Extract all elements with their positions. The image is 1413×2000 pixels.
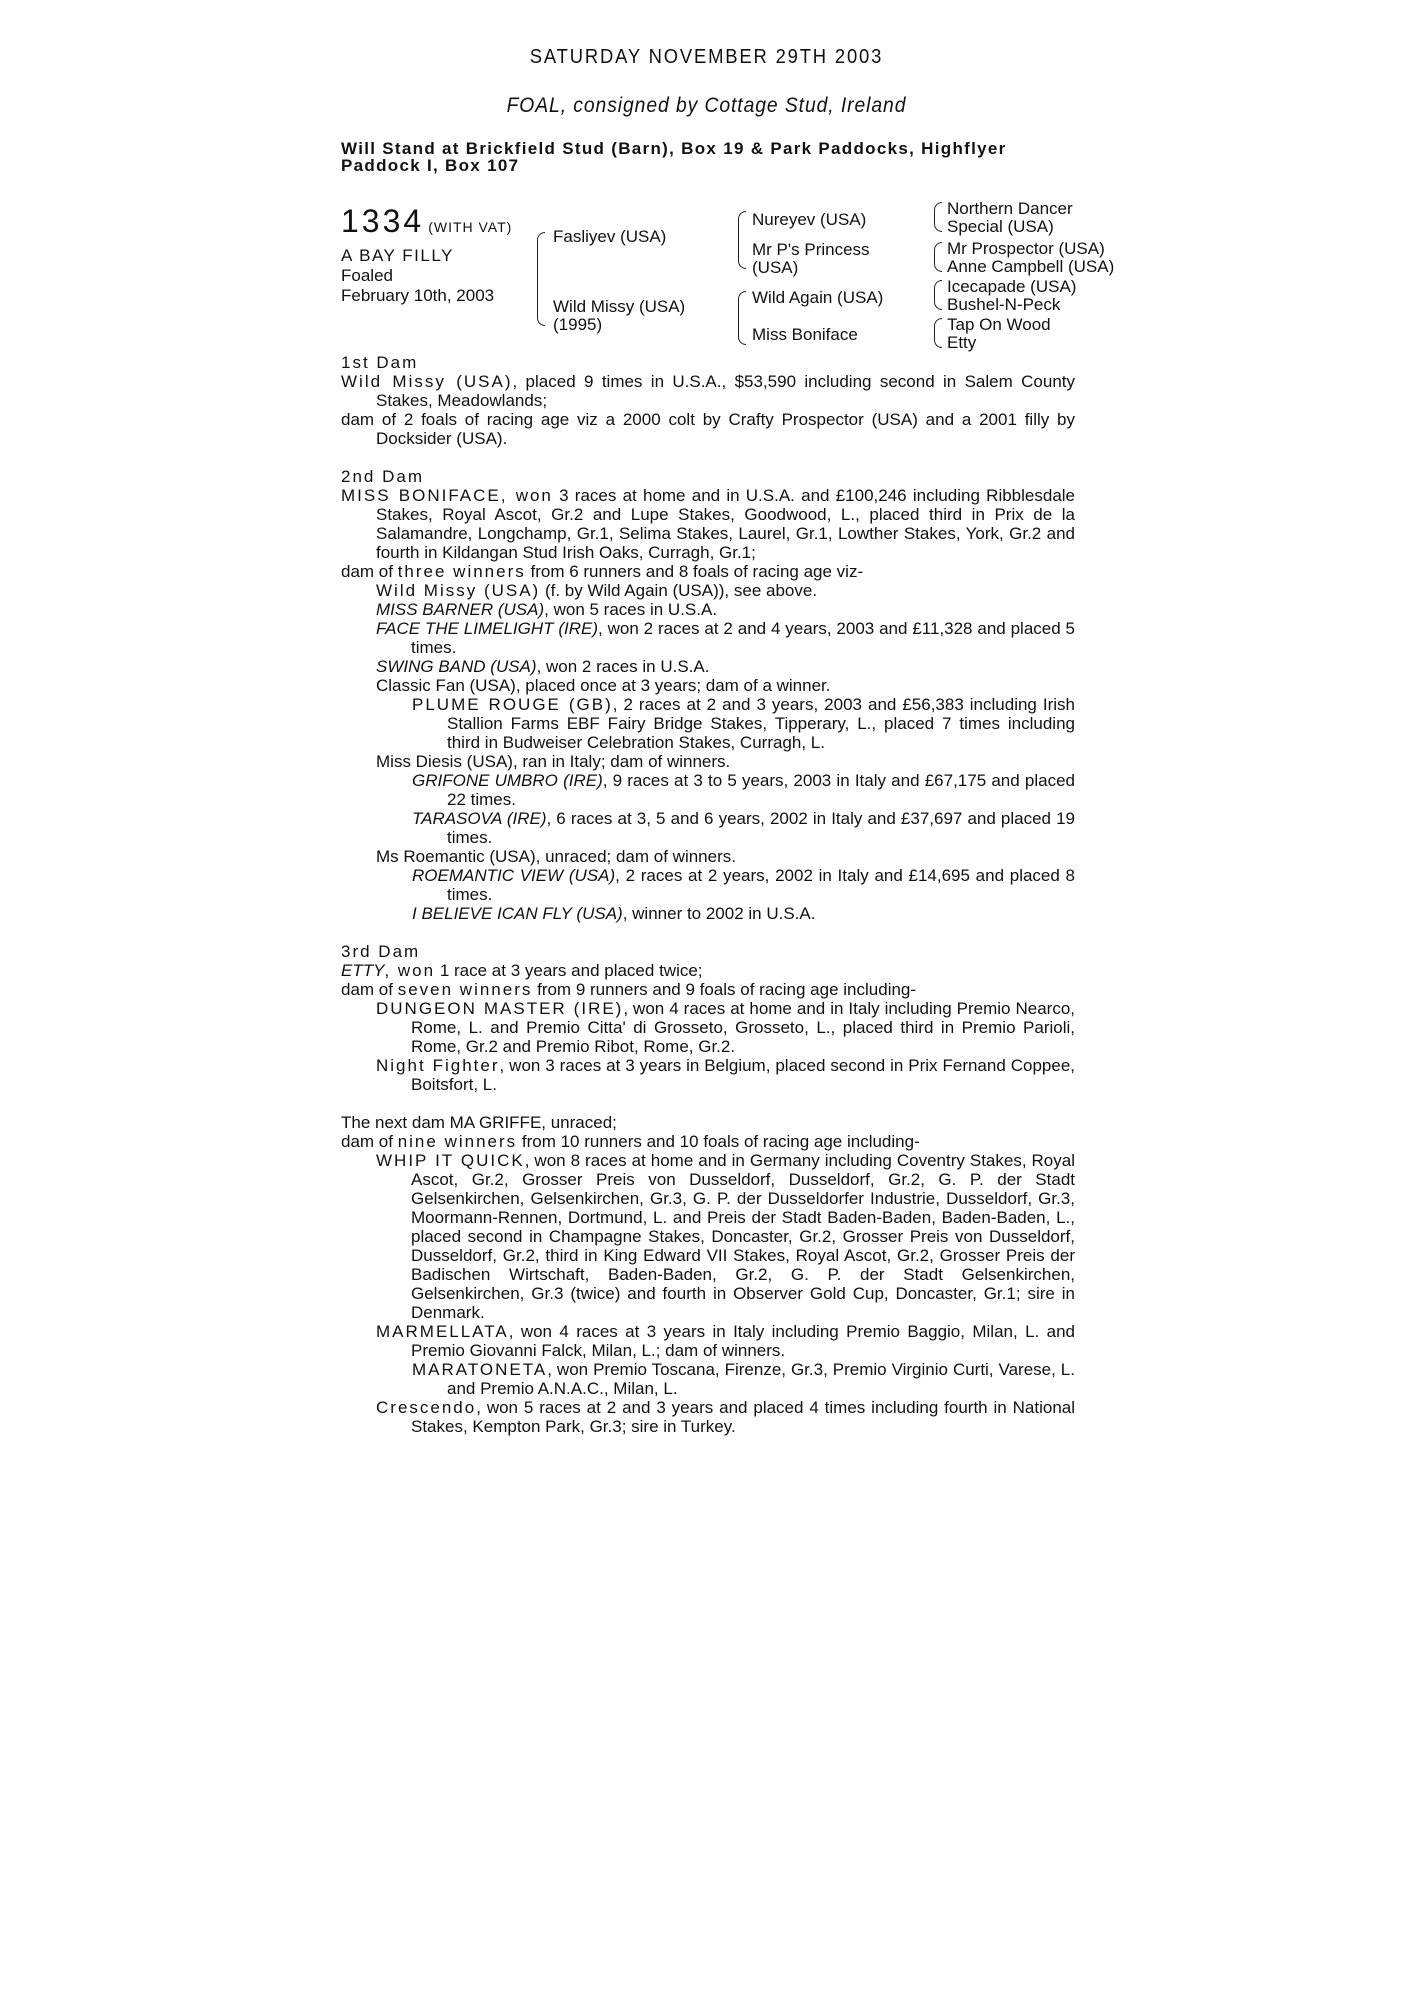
grand-produce-entry: I BELIEVE ICAN FLY (USA), winner to 2002 in U.S.A. bbox=[412, 904, 816, 923]
first-dam-heading: 1st Dam bbox=[341, 353, 419, 372]
sire-line-brace bbox=[738, 211, 746, 269]
second-dam-name: MISS BONIFACE bbox=[341, 486, 501, 505]
produce-entry: FACE THE LIMELIGHT (IRE), won 2 races at 2 and 4 years, 2003 and £11,328 and placed 5 times. bbox=[376, 619, 1075, 657]
pedigree-dam-dam: Miss Boniface bbox=[752, 325, 858, 344]
pedigree-g1: Northern Dancer bbox=[947, 199, 1073, 218]
pedigree-dam: Wild Missy (USA) bbox=[553, 297, 686, 316]
pedigree-g7: Tap On Wood bbox=[947, 315, 1051, 334]
dam-line-brace bbox=[738, 291, 746, 345]
pedigree-g5: Icecapade (USA) bbox=[947, 277, 1077, 296]
grandsire-brace-3 bbox=[934, 280, 942, 310]
produce-entry: Night Fighter, won 3 races at 3 years in Belgium, placed second in Prix Fernand Coppee, Boitsfort, L. bbox=[376, 1056, 1075, 1094]
pedigree-sire-dam-country: (USA) bbox=[752, 258, 799, 277]
pedigree-g4: Anne Campbell (USA) bbox=[947, 257, 1115, 276]
pedigree-dam-sire: Wild Again (USA) bbox=[752, 288, 884, 307]
second-dam-produce-summary: dam of three winners from 6 runners and 8 foals of racing age viz- bbox=[341, 562, 864, 581]
grand-produce-entry: TARASOVA (IRE), 6 races at 3, 5 and 6 years, 2002 in Italy and £37,697 and placed 19 times. bbox=[412, 809, 1075, 847]
pedigree-dam-year: (1995) bbox=[553, 315, 603, 334]
consignment-line: FOAL, consigned by Cottage Stud, Ireland bbox=[506, 94, 907, 117]
grandsire-brace-1 bbox=[934, 202, 942, 232]
foaled-label: Foaled bbox=[341, 266, 393, 285]
second-dam-heading: 2nd Dam bbox=[341, 467, 424, 486]
foaled-date: February 10th, 2003 bbox=[341, 285, 495, 305]
third-dam-heading: 3rd Dam bbox=[341, 942, 421, 961]
lot-number: 1334 bbox=[341, 203, 425, 239]
horse-description: A BAY FILLY bbox=[341, 246, 454, 265]
produce-entry: SWING BAND (USA), won 2 races in U.S.A. bbox=[376, 657, 710, 676]
produce-entry: Crescendo, won 5 races at 2 and 3 years and placed 4 times including fourth in National Stakes, Kempton Park, Gr.3; sire in Turkey. bbox=[376, 1398, 1075, 1436]
pedigree-g2: Special (USA) bbox=[947, 217, 1054, 236]
produce-entry: DUNGEON MASTER (IRE), won 4 races at home and in Italy including Premio Nearco, Rome, L. and Premio Citta' di Grosseto, Grosseto, L., placed third in Premio Parioli, Rome, Gr.2 and Premio Ribot, Rome, Gr.2. bbox=[376, 999, 1076, 1056]
produce-entry: MARMELLATA, won 4 races at 3 years in Italy including Premio Baggio, Milan, L. and Premio Giovanni Falck, Milan, L.; dam of winners. bbox=[376, 1322, 1075, 1360]
first-dam-produce: dam of 2 foals of racing age viz a 2000 colt by Crafty Prospector (USA) and a 2001 filly by Docksider (USA). bbox=[341, 410, 1075, 448]
lot-number-line bbox=[341, 203, 512, 240]
produce-entry: Classic Fan (USA), placed once at 3 years; dam of a winner. bbox=[376, 676, 831, 695]
pedigree-g3: Mr Prospector (USA) bbox=[947, 239, 1105, 258]
next-dam-produce-summary: dam of nine winners from 10 runners and 10 foals of racing age including- bbox=[341, 1132, 920, 1151]
grand-produce-entry: MARATONETA, won Premio Toscana, Firenze, Gr.3, Premio Virginio Curti, Varese, L. and Premio A.N.A.C., Milan, L. bbox=[412, 1360, 1075, 1398]
produce-entry: Miss Diesis (USA), ran in Italy; dam of winners. bbox=[376, 752, 731, 771]
third-dam-record: ETTY, won 1 race at 3 years and placed twice; bbox=[341, 961, 703, 980]
produce-entry: WHIP IT QUICK, won 8 races at home and in Germany including Coventry Stakes, Royal Ascot, Gr.2, Grosser Preis von Dusseldorf, Dusseldorf, Gr.2, G. P. der Stadt Gelsenkirchen, Gelsenkirchen, Gr.3, G. P. der Dusseldorfer Industrie, Dusseldorf, Gr.3, Moormann-Rennen, Dortmund, L. and Preis der Stadt Baden-Baden, Baden-Baden, L., placed second in Champagne Stakes, Doncaster, Gr.2, Grosser Preis von Dusseldorf, Dusseldorf, Gr.2, third in King Edward VII Stakes, Royal Ascot, Gr.2, Grosser Preis der Badischen Wirtschaft, Baden-Baden, Gr.2, G. P. der Stadt Gelsenkirchen, Gelsenkirchen, Gr.3 (twice) and fourth in Observer Gold Cup, Doncaster, Gr.1; sire in Denmark. bbox=[376, 1151, 1075, 1322]
third-dam-name: ETTY bbox=[341, 961, 385, 980]
next-dam-record: The next dam MA GRIFFE, unraced; bbox=[341, 1113, 617, 1132]
produce-entry: Ms Roemantic (USA), unraced; dam of winners. bbox=[376, 847, 736, 866]
second-dam-record: MISS BONIFACE, won 3 races at home and in U.S.A. and £100,246 including Ribblesdale Stakes, Royal Ascot, Gr.2 and Lupe Stakes, Goodwood, L., placed third in Prix de la Salamandre, Longchamp, Gr.1, Selima Stakes, Laurel, Gr.1, Lowther Stakes, York, Gr.2 and fourth in Kildangan Stud Irish Oaks, Curragh, Gr.1; bbox=[341, 486, 1075, 562]
grandsire-brace-2 bbox=[934, 242, 942, 272]
grandsire-brace-4 bbox=[934, 318, 942, 348]
pedigree-sire: Fasliyev (USA) bbox=[553, 227, 667, 246]
grand-produce-entry: PLUME ROUGE (GB), 2 races at 2 and 3 years, 2003 and £56,383 including Irish Stallion Farms EBF Fairy Bridge Stakes, Tipperary, L., placed 7 times including third in Budweiser Celebration Stakes, Curragh, L. bbox=[412, 695, 1075, 752]
pedigree-sire-dam: Mr P's Princess bbox=[752, 240, 870, 259]
produce-entry: Wild Missy (USA) (f. by Wild Again (USA)), see above. bbox=[376, 581, 818, 600]
pedigree-sire-sire: Nureyev (USA) bbox=[752, 210, 867, 229]
sire-dam-brace bbox=[537, 232, 545, 326]
sale-date: SATURDAY NOVEMBER 29TH 2003 bbox=[529, 46, 884, 68]
family-section bbox=[341, 353, 1075, 1436]
third-dam-produce-summary: dam of seven winners from 9 runners and 9 foals of racing age including- bbox=[341, 980, 917, 999]
first-dam-record bbox=[341, 372, 1075, 410]
dam-name: Wild Missy (USA) bbox=[341, 372, 513, 391]
grand-produce-entry: ROEMANTIC VIEW (USA), 2 races at 2 years, 2002 in Italy and £14,695 and placed 8 times. bbox=[412, 866, 1076, 904]
stabling-location: Will Stand at Brickfield Stud (Barn), Box 19 & Park Paddocks, Highflyer Paddock I, Box 107 bbox=[341, 139, 1007, 175]
produce-entry: MISS BARNER (USA), won 5 races in U.S.A. bbox=[376, 600, 718, 619]
grand-produce-entry: GRIFONE UMBRO (IRE), 9 races at 3 to 5 years, 2003 in Italy and £67,175 and placed 22 times. bbox=[412, 771, 1075, 809]
foaled-info bbox=[341, 266, 494, 305]
dam-record-text: , placed 9 times in U.S.A., $53,590 including second in Salem County Stakes, Meadowlands; bbox=[376, 372, 1076, 410]
vat-note: (WITH VAT) bbox=[428, 219, 513, 235]
pedigree-g8: Etty bbox=[947, 333, 977, 352]
pedigree-g6: Bushel-N-Peck bbox=[947, 295, 1061, 314]
